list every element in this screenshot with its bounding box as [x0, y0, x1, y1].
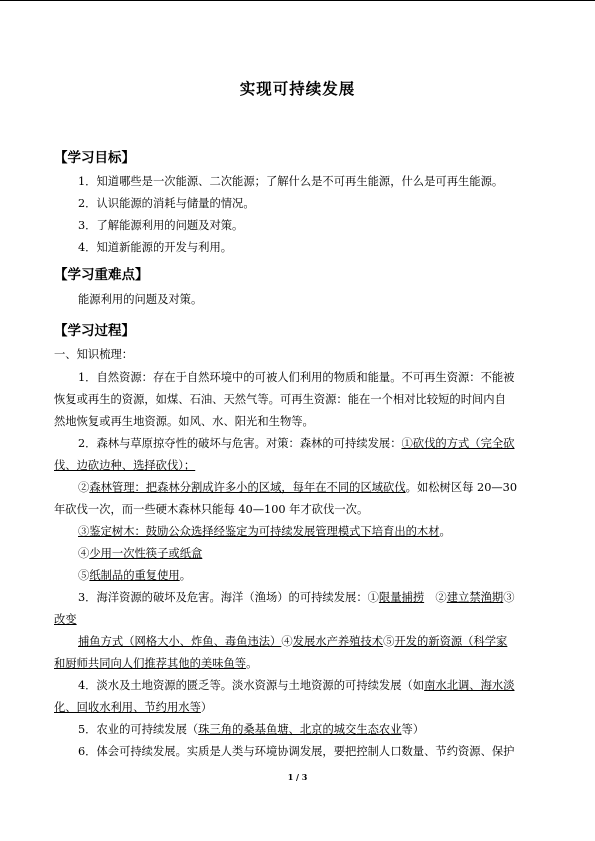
paragraph-line — [78, 591, 515, 605]
paragraph-line — [78, 481, 517, 495]
text-run: 4．淡水及土地资源的匮乏等。淡水资源与土地资源的可持续发展（如 — [78, 679, 425, 692]
text-run: 。 — [246, 657, 258, 670]
underlined-text: ①砍伐的方式（完全砍 — [401, 437, 515, 450]
paragraph-line: 然地恢复或再生地资源。如风、水、阳光和生物等。 — [54, 415, 314, 428]
text-run: ⑤ — [383, 635, 395, 648]
text-run: ⑤ — [78, 569, 90, 582]
text-run: ④ — [78, 547, 90, 560]
goal-item: 2．认识能源的消耗与储量的情况。 — [78, 197, 255, 210]
text-run: 2．森林与草原掠夺性的破坏与危害。对策：森林的可持续发展： — [78, 437, 402, 450]
process-heading: 【学习过程】 — [54, 323, 135, 339]
goal-item: 3．了解能源利用的问题及对策。 — [78, 219, 244, 232]
underlined-text: 捕鱼方式（网格大小、炸鱼、毒鱼违法） — [78, 635, 282, 648]
underlined-line: 伐、边砍边种、选择砍伐）； — [54, 459, 196, 472]
paragraph-line — [78, 679, 515, 693]
page-number: 1 / 3 — [287, 772, 308, 782]
page-title: 实现可持续发展 — [239, 79, 356, 98]
underlined-text: 少用一次性筷子或纸盒 — [89, 547, 203, 560]
paragraph-line — [78, 635, 507, 649]
underlined-text: 限量捕捞 — [378, 591, 425, 604]
underlined-text: 建立禁渔期 — [446, 591, 504, 604]
text-run: ④ — [281, 635, 293, 648]
paragraph-line: 1．自然资源：存在于自然环境中的可被人们利用的物质和能量。不可再生资源：不能被 — [78, 371, 515, 384]
paragraph-line — [78, 723, 424, 737]
text-run: ③ — [503, 591, 515, 604]
text-run: 。 — [439, 525, 451, 538]
section-label: 一、知识梳理： — [54, 348, 134, 361]
goal-item: 1．知道哪些是一次能源、二次能源；了解什么是不可再生能源，什么是可再生能源。 — [78, 175, 504, 188]
paragraph-line — [78, 569, 191, 583]
paragraph-line — [54, 701, 212, 715]
text-run: 。如松树区每 20—30 — [405, 481, 518, 494]
goals-heading: 【学习目标】 — [54, 150, 135, 166]
key-points-heading: 【学习重难点】 — [54, 267, 149, 283]
underlined-text: 南水北调、海水淡 — [424, 679, 515, 692]
underlined-text: 和厨师共同向人们推荐其他的美味鱼等 — [54, 657, 247, 670]
text-run: ② — [424, 591, 447, 604]
key-points-text: 能源利用的问题及对策。 — [78, 293, 203, 306]
underlined-text: 发展水产养殖技术 — [292, 635, 384, 648]
text-run: 等） — [401, 723, 425, 736]
underlined-text: 森林管理：把森林分割成许多小的区域，每年在不同的区域砍伐 — [89, 481, 406, 494]
text-run: 5．农业的可持续发展（ — [78, 723, 199, 736]
text-run: 3．海洋资源的破坏及危害。海洋（渔场）的可持续发展：① — [78, 591, 379, 604]
underlined-text: 化、回收水利用、节约用水等 — [54, 701, 201, 714]
text-run: 。 — [179, 569, 192, 582]
paragraph-line: 恢复或再生的资源，如煤、石油、天然气等。可再生资源：能在一个相对比较短的时间内自 — [54, 393, 506, 406]
underlined-text: 珠三角的桑基鱼塘、北京的城交生态农业 — [198, 723, 402, 736]
text-run: ） — [200, 701, 213, 714]
paragraph-line — [78, 525, 451, 539]
paragraph-line — [54, 657, 257, 671]
paragraph-line: 年砍伐一次，而一些硬木森林只能每 40—100 年才砍伐一次。 — [54, 503, 369, 516]
underlined-text: ③鉴定树木：鼓励公众选择经鉴定为可持续发展管理模式下培育出的木材 — [78, 525, 440, 538]
paragraph-line — [78, 547, 202, 561]
goal-item: 4．知道新能源的开发与利用。 — [78, 241, 233, 254]
underlined-text: 纸制品的重复使用 — [89, 569, 180, 582]
underlined-text: 开发的新资源（科学家 — [394, 635, 508, 648]
paragraph-line — [78, 437, 515, 451]
paragraph-line: 6．体会可持续发展。实质是人类与环境协调发展，要把控制人口数量、节约资源、保护 — [78, 745, 515, 758]
underlined-line: 改变 — [54, 613, 77, 626]
text-run: ② — [78, 481, 90, 494]
